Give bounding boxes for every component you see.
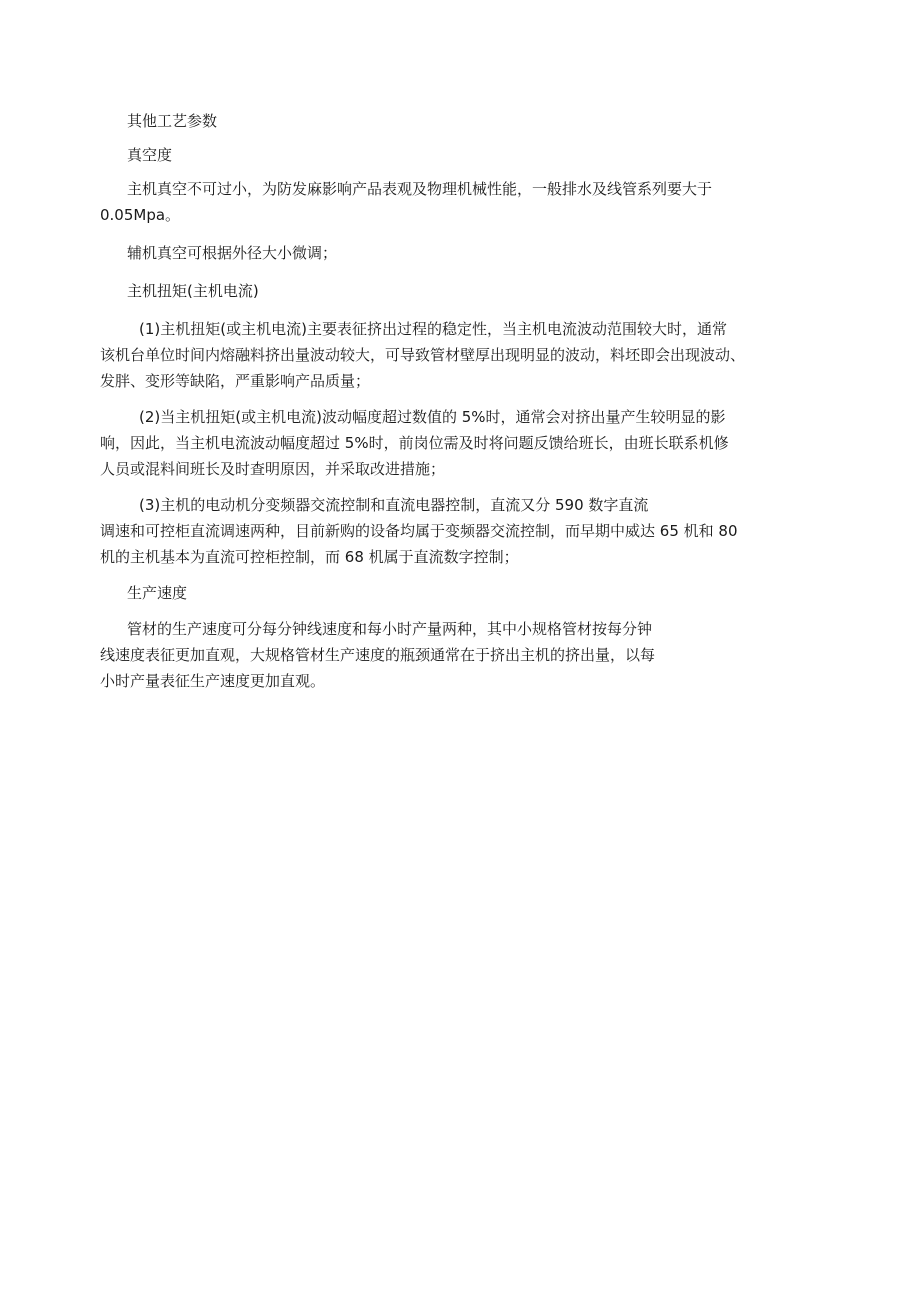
paragraph-line: 响，因此，当主机电流波动幅度超过 5%时，前岗位需及时将问题反馈给班长，由班长联系机修 <box>100 434 729 452</box>
paragraph-line: 0.05Mpa。 <box>100 206 181 224</box>
paragraph-line: 人员或混料间班长及时查明原因，并采取改进措施； <box>100 460 446 478</box>
heading-process-params: 其他工艺参数 <box>127 112 218 130</box>
paragraph-line: 该机台单位时间内熔融料挤出量波动较大，可导致管材壁厚出现明显的波动，料坯即会出现波动、 <box>100 346 746 364</box>
paragraph-torque-3 <box>100 492 800 570</box>
paragraph-line: (3)主机的电动机分变频器交流控制和直流电器控制，直流又分 590 数字直流 <box>139 496 649 514</box>
paragraph-production-speed <box>100 616 800 694</box>
paragraph-vacuum-aux: 辅机真空可根据外径大小微调； <box>127 244 338 262</box>
document-body <box>100 108 800 694</box>
heading-torque: 主机扭矩(主机电流) <box>127 282 259 300</box>
paragraph-line: (1)主机扭矩(或主机电流)主要表征挤出过程的稳定性，当主机电流波动范围较大时，通常 <box>139 320 727 338</box>
heading-production-speed: 生产速度 <box>127 584 188 602</box>
paragraph-line: 管材的生产速度可分每分钟线速度和每小时产量两种，其中小规格管材按每分钟 <box>127 620 653 638</box>
paragraph-vacuum-main <box>100 176 800 228</box>
paragraph-line: 主机真空不可过小，为防发麻影响产品表观及物理机械性能，一般排水及线管系列要大于 <box>127 180 713 198</box>
paragraph-line: 发胖、变形等缺陷，严重影响产品质量； <box>100 372 371 390</box>
paragraph-line: 小时产量表征生产速度更加直观。 <box>100 672 326 690</box>
heading-vacuum: 真空度 <box>127 146 173 164</box>
paragraph-line: 线速度表征更加直观，大规格管材生产速度的瓶颈通常在于挤出主机的挤出量，以每 <box>100 646 656 664</box>
paragraph-line: 调速和可控柜直流调速两种，目前新购的设备均属于变频器交流控制，而早期中威达 65 机和 80 <box>100 522 738 540</box>
paragraph-line: 机的主机基本为直流可控柜控制，而 68 机属于直流数字控制； <box>100 548 519 566</box>
paragraph-line: (2)当主机扭矩(或主机电流)波动幅度超过数值的 5%时，通常会对挤出量产生较明显的影 <box>139 408 726 426</box>
paragraph-torque-2 <box>100 404 800 482</box>
paragraph-torque-1 <box>100 316 800 394</box>
